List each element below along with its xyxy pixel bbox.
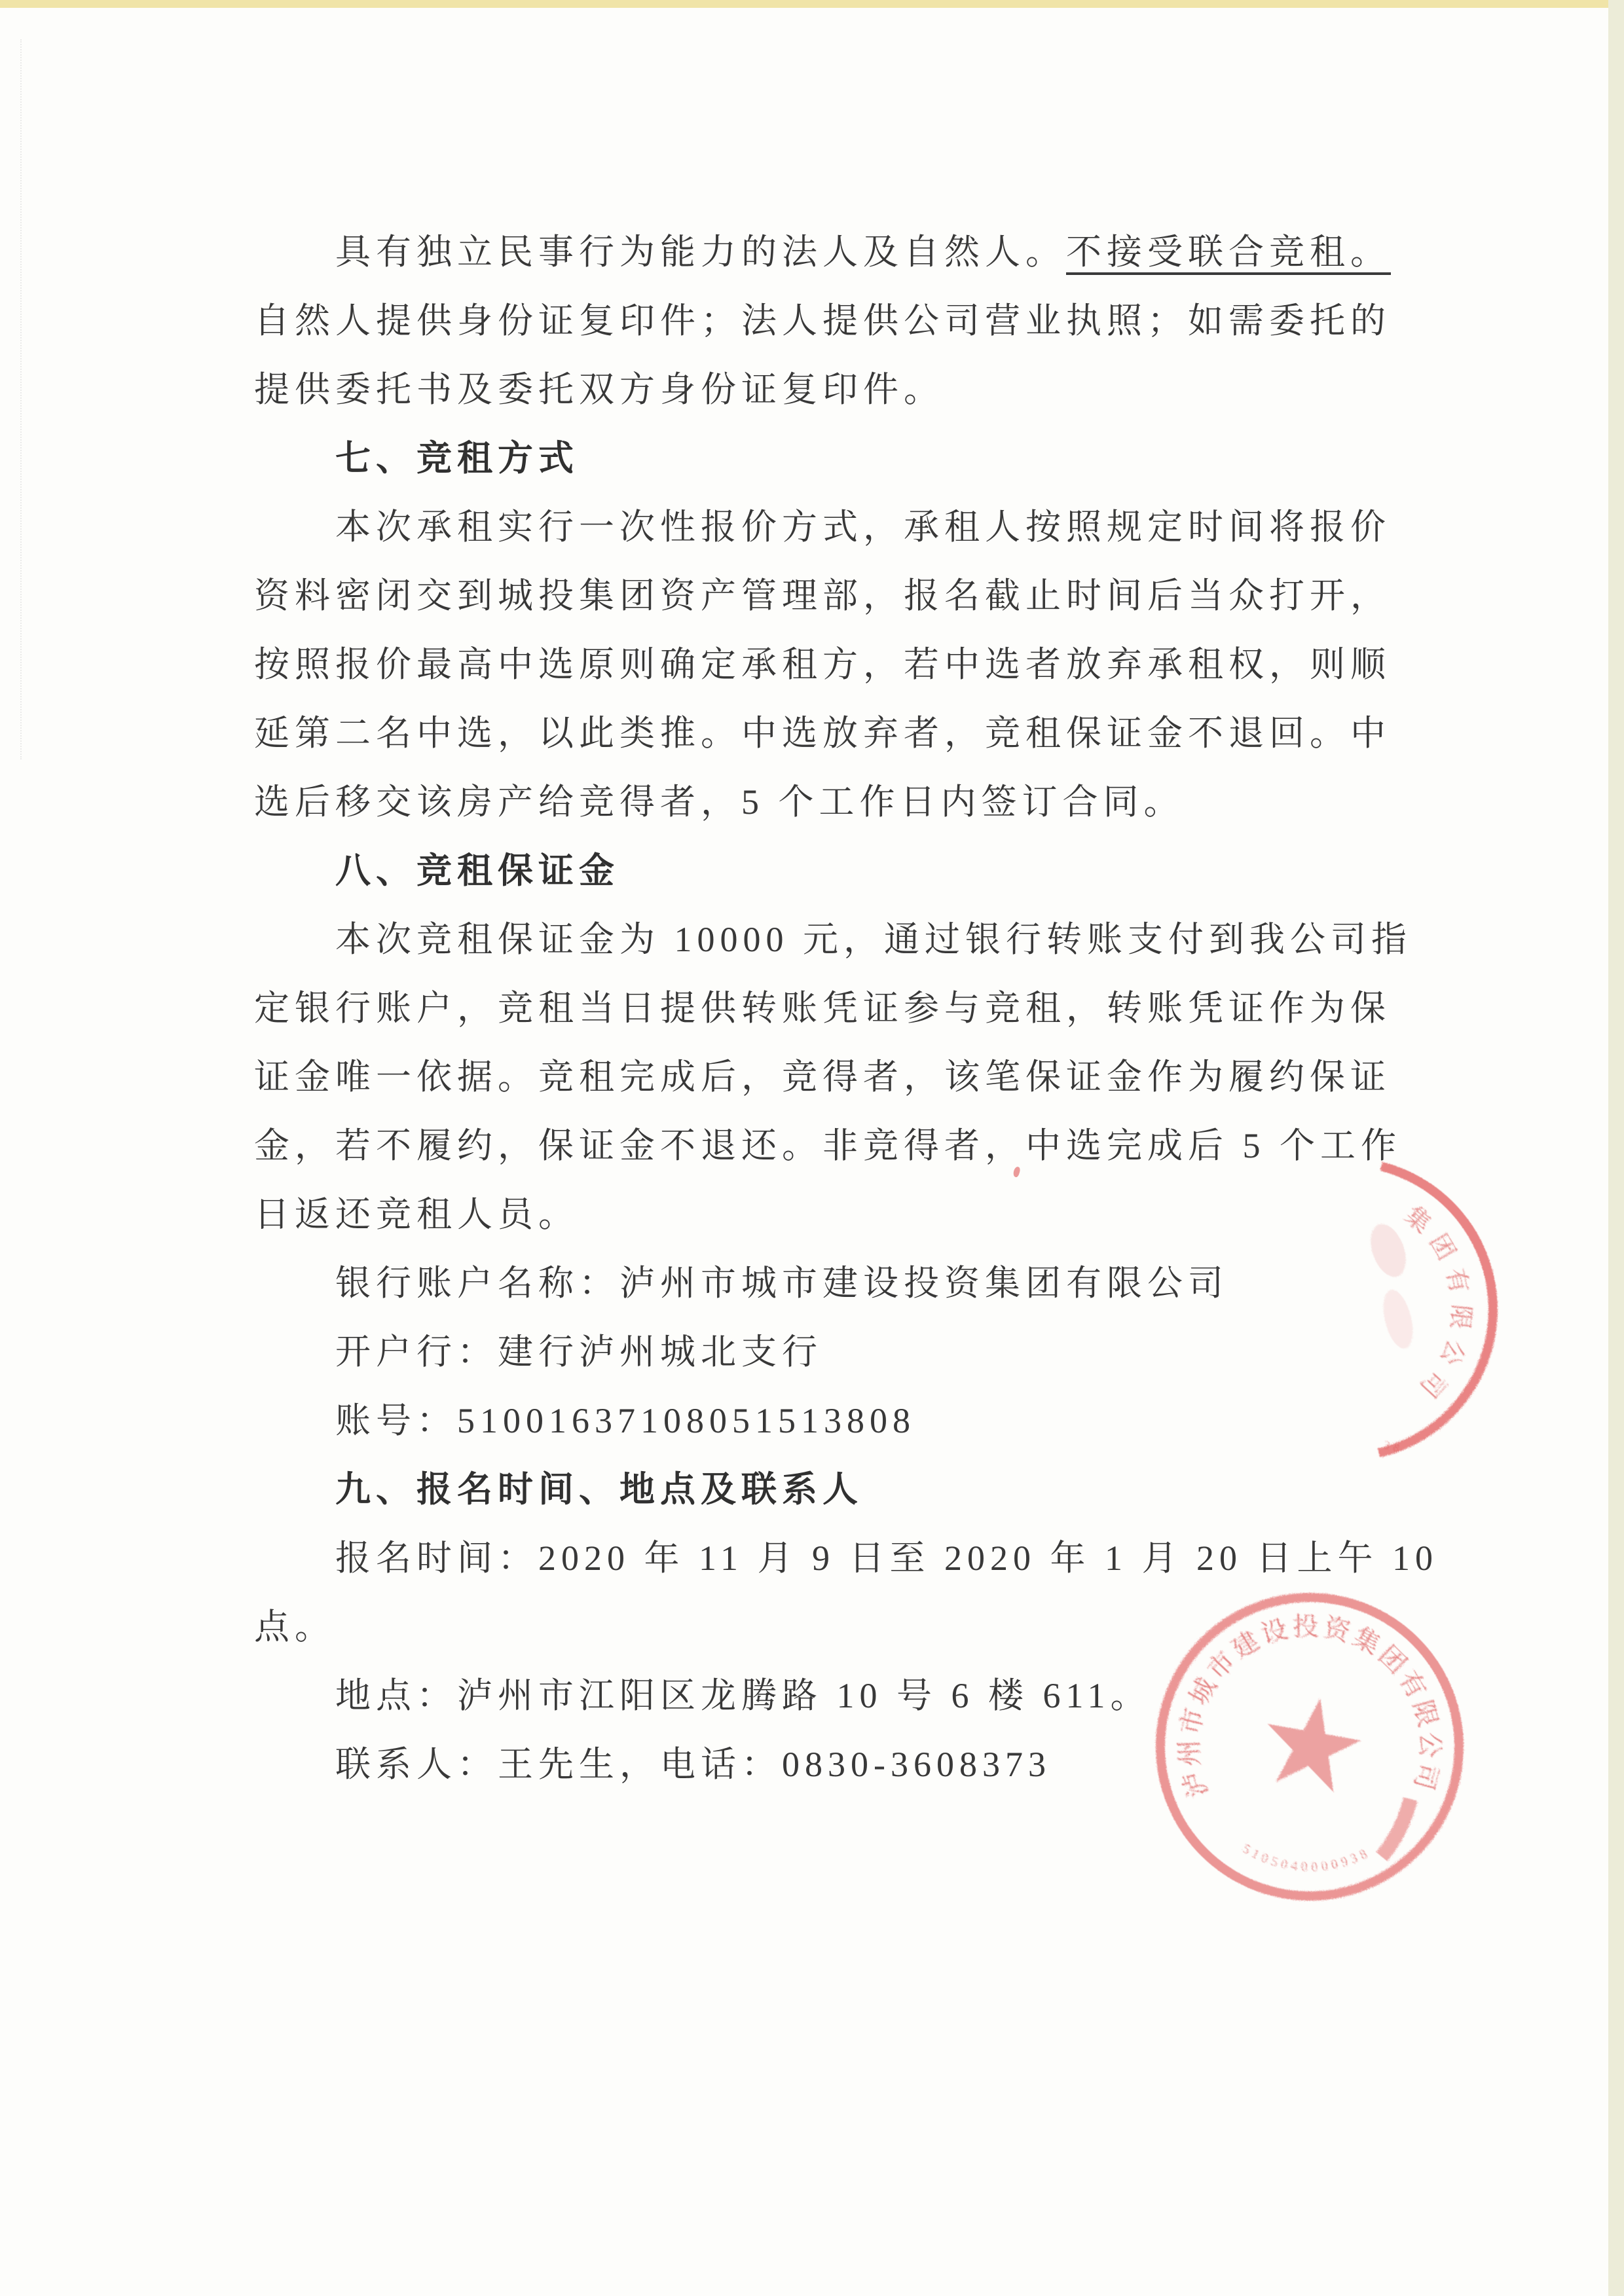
line-text: 联系人：王先生，电话：0830-3608373	[335, 1745, 1051, 1784]
underlined-text: 不接受联合竞租。	[1066, 232, 1391, 272]
line-text: 地点：泸州市江阳区龙腾路 10 号 6 楼 611。	[335, 1676, 1151, 1715]
line-text: 本次承租实行一次性报价方式，承租人按照规定时间将报价	[335, 507, 1391, 547]
text-line	[254, 1127, 1420, 1165]
text-line	[254, 646, 1420, 683]
text-line	[254, 508, 1501, 546]
text-line	[254, 1058, 1420, 1096]
line-text: 按照报价最高中选原则确定承租方，若中选者放弃承租权，则顺	[254, 645, 1391, 684]
line-text: 资料密闭交到城投集团资产管理部，报名截止时间后当众打开，	[254, 576, 1391, 615]
line-text: 具有独立民事行为能力的法人及自然人。	[335, 232, 1066, 272]
text-line	[254, 577, 1420, 615]
text-line	[254, 1745, 1501, 1783]
line-text: 七、竞租方式	[335, 439, 579, 478]
line-text: 定银行账户，竞租当日提供转账凭证参与竞租，转账凭证作为保	[254, 989, 1391, 1028]
seal-ring-text: 泸州市城市建设投资集团有限公司	[1174, 1611, 1445, 1802]
line-text: 账号：51001637108051513808	[335, 1401, 915, 1440]
text-line	[254, 371, 1420, 409]
line-text: 金，若不履约，保证金不退还。非竞得者，中选完成后 5 个工作	[254, 1126, 1401, 1165]
line-text: 日返还竞租人员。	[254, 1195, 579, 1234]
text-line	[254, 1333, 1501, 1371]
text-line	[254, 920, 1501, 958]
section-heading	[254, 852, 1501, 890]
seal-serial-number: 5105040000938	[1240, 1841, 1373, 1875]
line-text: 提供委托书及委托双方身份证复印件。	[254, 370, 944, 409]
seal-serial-fragment: 38	[1382, 1438, 1405, 1456]
text-line	[254, 714, 1420, 752]
text-line	[254, 302, 1420, 340]
line-text: 报名时间：2020 年 11 月 9 日至 2020 年 1 月 20 日上午 10	[335, 1539, 1438, 1578]
seal-arc-text: 集团有限公司	[1399, 1201, 1475, 1409]
line-text: 证金唯一依据。竞租完成后，竞得者，该笔保证金作为履约保证	[254, 1057, 1391, 1097]
text-line	[254, 1608, 1420, 1646]
line-text: 八、竞租保证金	[335, 851, 619, 890]
line-text: 延第二名中选，以此类推。中选放弃者，竞租保证金不退回。中	[254, 714, 1391, 753]
section-heading	[254, 1470, 1501, 1508]
line-text: 九、报名时间、地点及联系人	[335, 1470, 863, 1509]
line-text: 本次竞租保证金为 10000 元，通过银行转账支付到我公司指	[335, 920, 1412, 959]
text-line	[254, 1264, 1501, 1302]
line-text: 银行账户名称：泸州市城市建设投资集团有限公司	[335, 1264, 1228, 1303]
text-line	[254, 1677, 1501, 1715]
text-line	[254, 1195, 1420, 1233]
section-heading	[254, 439, 1501, 477]
text-line	[254, 989, 1420, 1027]
line-text: 自然人提供身份证复印件；法人提供公司营业执照；如需委托的	[254, 301, 1391, 340]
text-line	[254, 233, 1501, 271]
line-text: 开户行：建行泸州城北支行	[335, 1332, 822, 1372]
text-line	[254, 1402, 1501, 1440]
text-line	[254, 1539, 1501, 1577]
line-text: 点。	[254, 1607, 335, 1647]
text-line	[254, 783, 1420, 821]
line-text: 选后移交该房产给竞得者，5 个工作日内签订合同。	[254, 782, 1185, 822]
